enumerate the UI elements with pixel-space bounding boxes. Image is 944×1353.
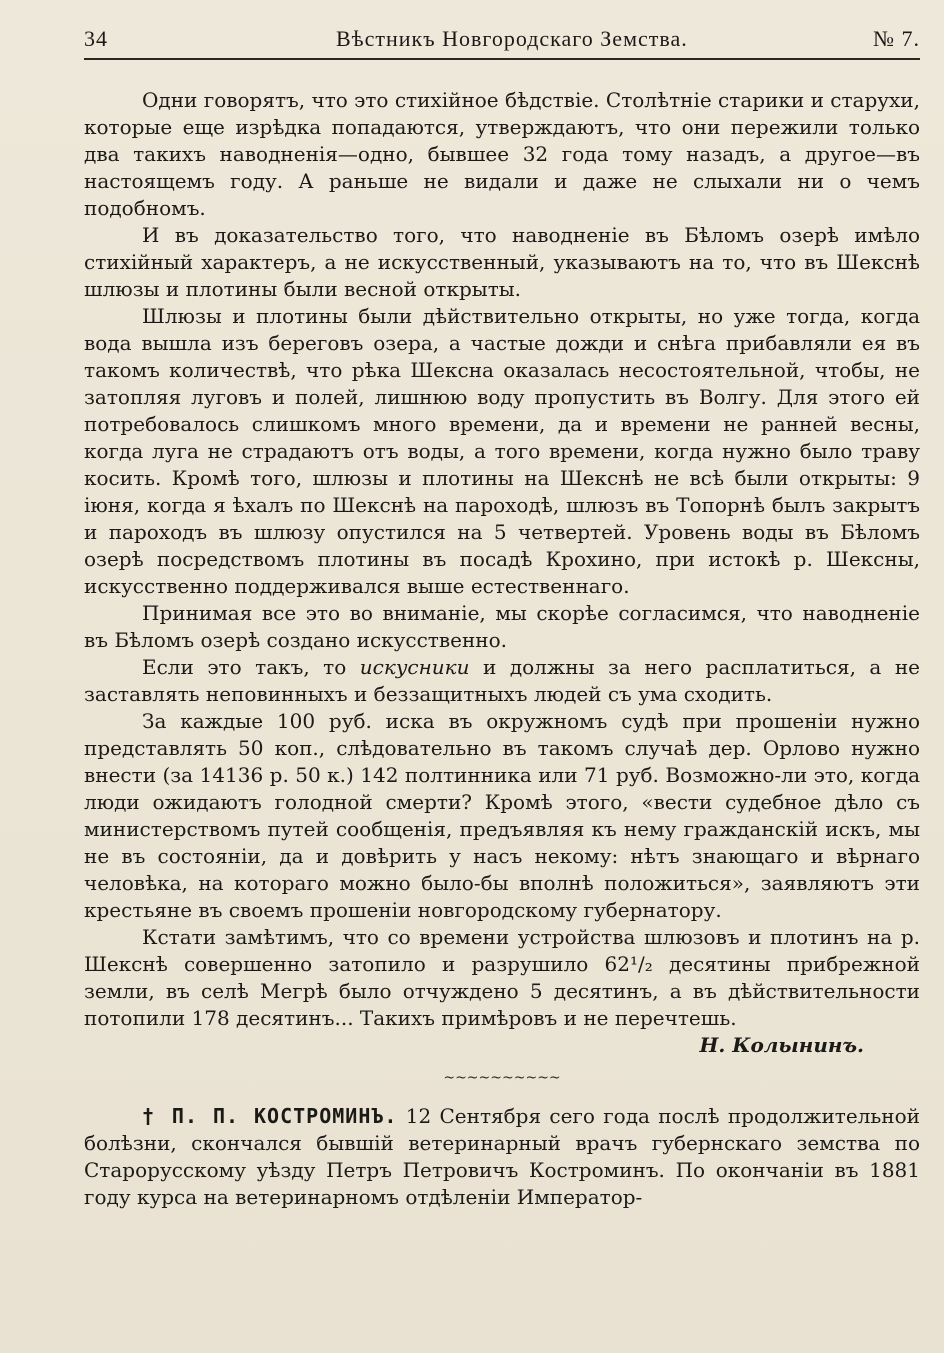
paragraph-5-italic: искусники (359, 655, 470, 679)
page-number: 34 (84, 26, 108, 51)
paragraph-7: Кстати замѣтимъ, что со времени устройства шлюзовъ и плотинъ на р. Шекснѣ совершенно затопило и разрушило 62¹/₂ десятины прибрежной земли, въ селѣ Мегрѣ было отчуждено 5 десятинъ, а въ дѣйствительности потопили 178 десятинъ... Такихъ примѣровъ и не перечтешь. (84, 925, 920, 1030)
paragraph-1: Одни говорятъ, что это стихійное бѣдствіе. Столѣтніе старики и старухи, которые еще изрѣдка попадаются, утверждаютъ, что они пережили только два такихъ наводненія—одно, бывшее 32 года тому назадъ, а другое—въ настоящемъ году. А раньше не видали и даже не слыхали ни о чемъ подобномъ. (84, 88, 920, 220)
paragraph-5-start: Если это такъ, то (142, 655, 360, 679)
obituary-paragraph (84, 1103, 920, 1211)
paragraph-5 (84, 654, 920, 708)
paragraph-6: За каждые 100 руб. иска въ окружномъ судѣ при прошеніи нужно представлять 50 коп., слѣдовательно въ такомъ случаѣ дер. Орлово нужно внести (за 14136 р. 50 к.) 142 полтинника или 71 руб. Возможно-ли это, когда люди ожидаютъ голодной смерти? Кромѣ этого, «вести судебное дѣло съ министерствомъ путей сообщенія, предъявляя къ нему гражданскій искъ, мы не въ состояніи, да и довѣрить у насъ некому: нѣтъ знающаго и вѣрнаго человѣка, на котораго можно было-бы вполнѣ положиться», заявляютъ эти крестьяне въ своемъ прошеніи новгородскому губернатору. (84, 709, 920, 922)
article-body (84, 87, 920, 1211)
paragraph-2: И въ доказательство того, что наводненіе въ Бѣломъ озерѣ имѣло стихійный характеръ, а не искусственный, указываютъ на то, что въ Шекснѣ шлюзы и плотины были весной открыты. (84, 223, 920, 301)
header-divider (84, 58, 920, 60)
page-header (84, 26, 920, 56)
obituary-text: 12 Сентября сего года послѣ продолжительной болѣзни, скончался бывшій ветеринарный врачъ губернскаго земства по Старорусскому уѣзду Петръ Петровичъ Костроминъ. По окончаніи въ 1881 году курса на ветеринарномъ отдѣленіи Император- (84, 1104, 921, 1209)
paragraph-3: Шлюзы и плотины были дѣйствительно открыты, но уже тогда, когда вода вышла изъ береговъ озера, а частые дожди и снѣга прибавляли ея въ такомъ количествѣ, что рѣка Шексна оказалась несостоятельной, чтобы, не затопляя луговъ и полей, лишнюю воду пропустить въ Волгу. Для этого ей потребовалось слишкомъ много времени, да и времени не ранней весны, когда луга не страдаютъ отъ воды, а того времени, когда нужно было траву косить. Кромѣ того, шлюзы и плотины на Шекснѣ не всѣ были открыты: 9 іюня, когда я ѣхалъ по Шекснѣ на пароходѣ, шлюзъ въ Топорнѣ былъ закрытъ и пароходъ въ шлюзу опустился на 5 четвертей. Уровень воды въ Бѣломъ озерѣ посредствомъ плотины въ посадѣ Крохино, при истокѣ р. Шексны, искусственно поддерживался выше естественнаго. (84, 304, 920, 598)
obituary-name: † П. П. КОСТРОМИНЪ. (142, 1104, 398, 1128)
issue-number: № 7. (873, 26, 920, 51)
section-ornament: ~~~~~~~~~~ (443, 1070, 561, 1086)
paragraph-5-end: и должны за него расплатиться, а не заставлять неповинныхъ и беззащитныхъ людей съ ума сходить. (84, 655, 921, 706)
author-signature: Н. Колынинъ. (699, 1033, 864, 1057)
journal-title: Вѣстникъ Новгородскаго Земства. (336, 26, 688, 51)
paragraph-4: Принимая все это во вниманіе, мы скорѣе согласимся, что наводненіе въ Бѣломъ озерѣ создано искусственно. (84, 601, 920, 652)
